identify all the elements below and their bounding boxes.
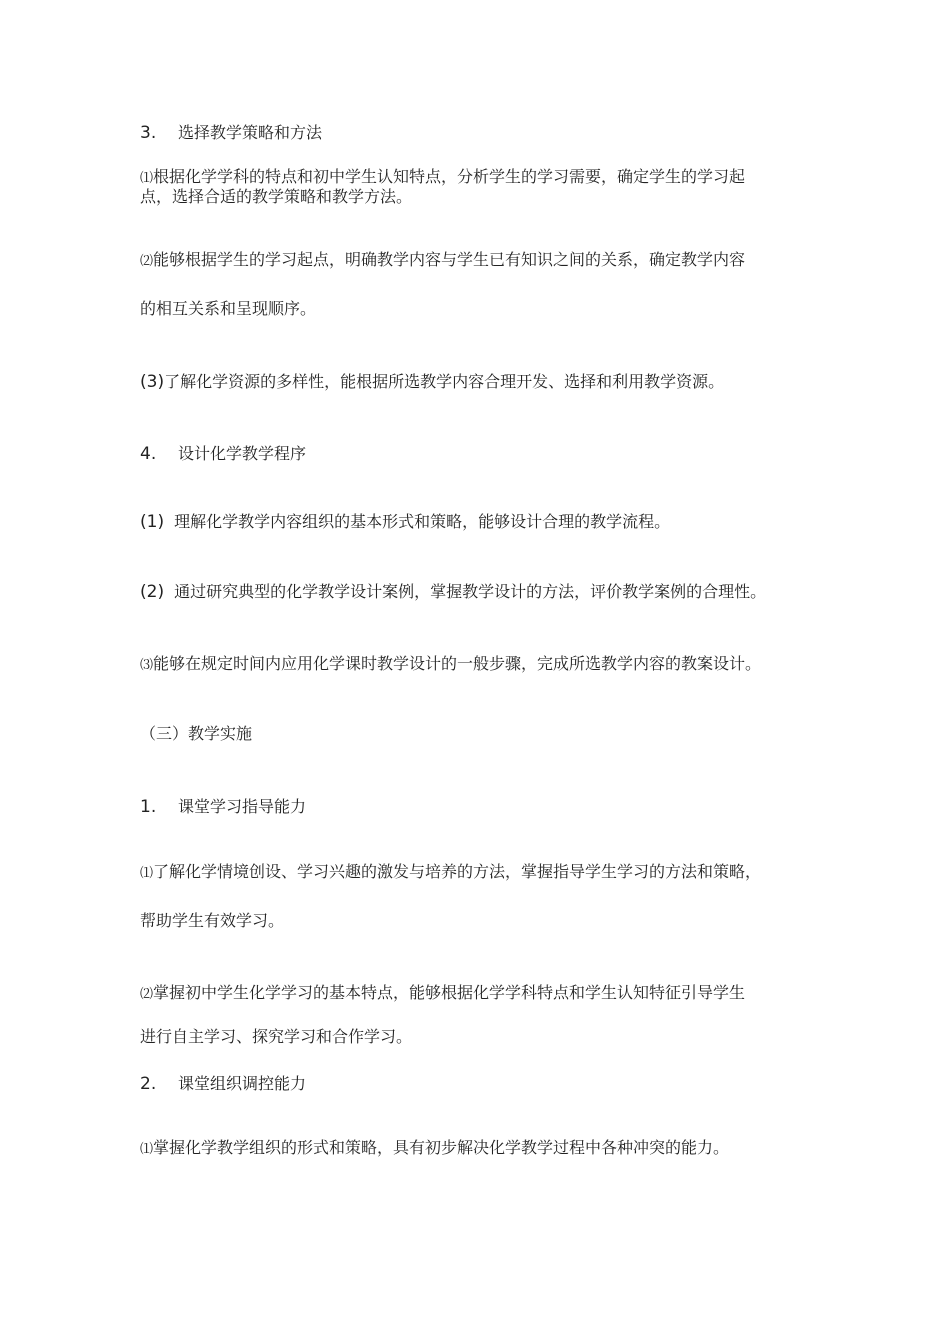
paragraph-3 — [140, 372, 724, 392]
item-marker: (1) — [140, 512, 165, 532]
paragraph-1-line-2 — [140, 187, 412, 207]
section-title: 教学实施 — [188, 724, 253, 743]
paragraph-text: 能够在规定时间内应用化学课时教学设计的一般步骤，完成所选教学内容的教案设计。 — [153, 654, 762, 673]
paragraph-text: 点，选择合适的教学策略和教学方法。 — [140, 187, 413, 206]
heading-1 — [140, 797, 306, 817]
paragraph-text: 通过研究典型的化学教学设计案例，掌握教学设计的方法，评价教学案例的合理性。 — [174, 582, 767, 601]
item-marker: ⑶ — [140, 658, 154, 673]
heading-2 — [140, 1074, 306, 1094]
item-marker: ⑴ — [140, 1142, 154, 1157]
heading-text: 课堂组织调控能力 — [178, 1074, 307, 1093]
item-marker: ⑵ — [140, 254, 154, 269]
control-item-1 — [140, 1138, 729, 1160]
design-item-1 — [140, 512, 670, 532]
paragraph-text: 了解化学情境创设、学习兴趣的激发与培养的方法，掌握指导学生学习的方法和策略， — [153, 862, 762, 881]
paragraph-text: 的相互关系和呈现顺序。 — [140, 299, 317, 318]
heading-number: 2. — [140, 1074, 157, 1094]
item-marker: (2) — [140, 582, 165, 602]
guidance-item-2-line-1 — [140, 983, 745, 1005]
paragraph-2-line-1 — [140, 250, 745, 272]
heading-4 — [140, 444, 306, 464]
heading-text: 选择教学策略和方法 — [178, 123, 323, 142]
section-marker: （三） — [140, 724, 189, 743]
paragraph-text: 能够根据学生的学习起点，明确教学内容与学生已有知识之间的关系，确定教学内容 — [153, 250, 746, 269]
design-item-2 — [140, 582, 766, 602]
heading-text: 课堂学习指导能力 — [178, 797, 307, 816]
item-marker: ⑴ — [140, 171, 154, 186]
paragraph-2-line-2 — [140, 299, 316, 319]
paragraph-text: 理解化学教学内容组织的基本形式和策略，能够设计合理的教学流程。 — [174, 512, 671, 531]
heading-number: 3. — [140, 123, 157, 143]
heading-text: 设计化学教学程序 — [178, 444, 307, 463]
paragraph-text: 了解化学资源的多样性，能根据所选教学内容合理开发、选择和利用教学资源。 — [164, 372, 725, 391]
paragraph-1-line-1 — [140, 167, 745, 189]
heading-3 — [140, 123, 322, 143]
item-marker: (3) — [140, 372, 165, 392]
item-marker: ⑴ — [140, 866, 154, 881]
paragraph-text: 进行自主学习、探究学习和合作学习。 — [140, 1027, 413, 1046]
heading-number: 4. — [140, 444, 157, 464]
paragraph-text: 帮助学生有效学习。 — [140, 911, 285, 930]
item-marker: ⑵ — [140, 987, 154, 1002]
heading-number: 1. — [140, 797, 157, 817]
design-item-3 — [140, 654, 761, 676]
guidance-item-2-line-2 — [140, 1027, 412, 1047]
section-3-heading — [140, 724, 252, 744]
guidance-item-1-line-2 — [140, 911, 284, 931]
paragraph-text: 根据化学学科的特点和初中学生认知特点，分析学生的学习需要，确定学生的学习起 — [153, 167, 746, 186]
paragraph-text: 掌握初中学生化学学习的基本特点，能够根据化学学科特点和学生认知特征引导学生 — [153, 983, 746, 1002]
guidance-item-1-line-1 — [140, 862, 761, 884]
paragraph-text: 掌握化学教学组织的形式和策略，具有初步解决化学教学过程中各种冲突的能力。 — [153, 1138, 730, 1157]
